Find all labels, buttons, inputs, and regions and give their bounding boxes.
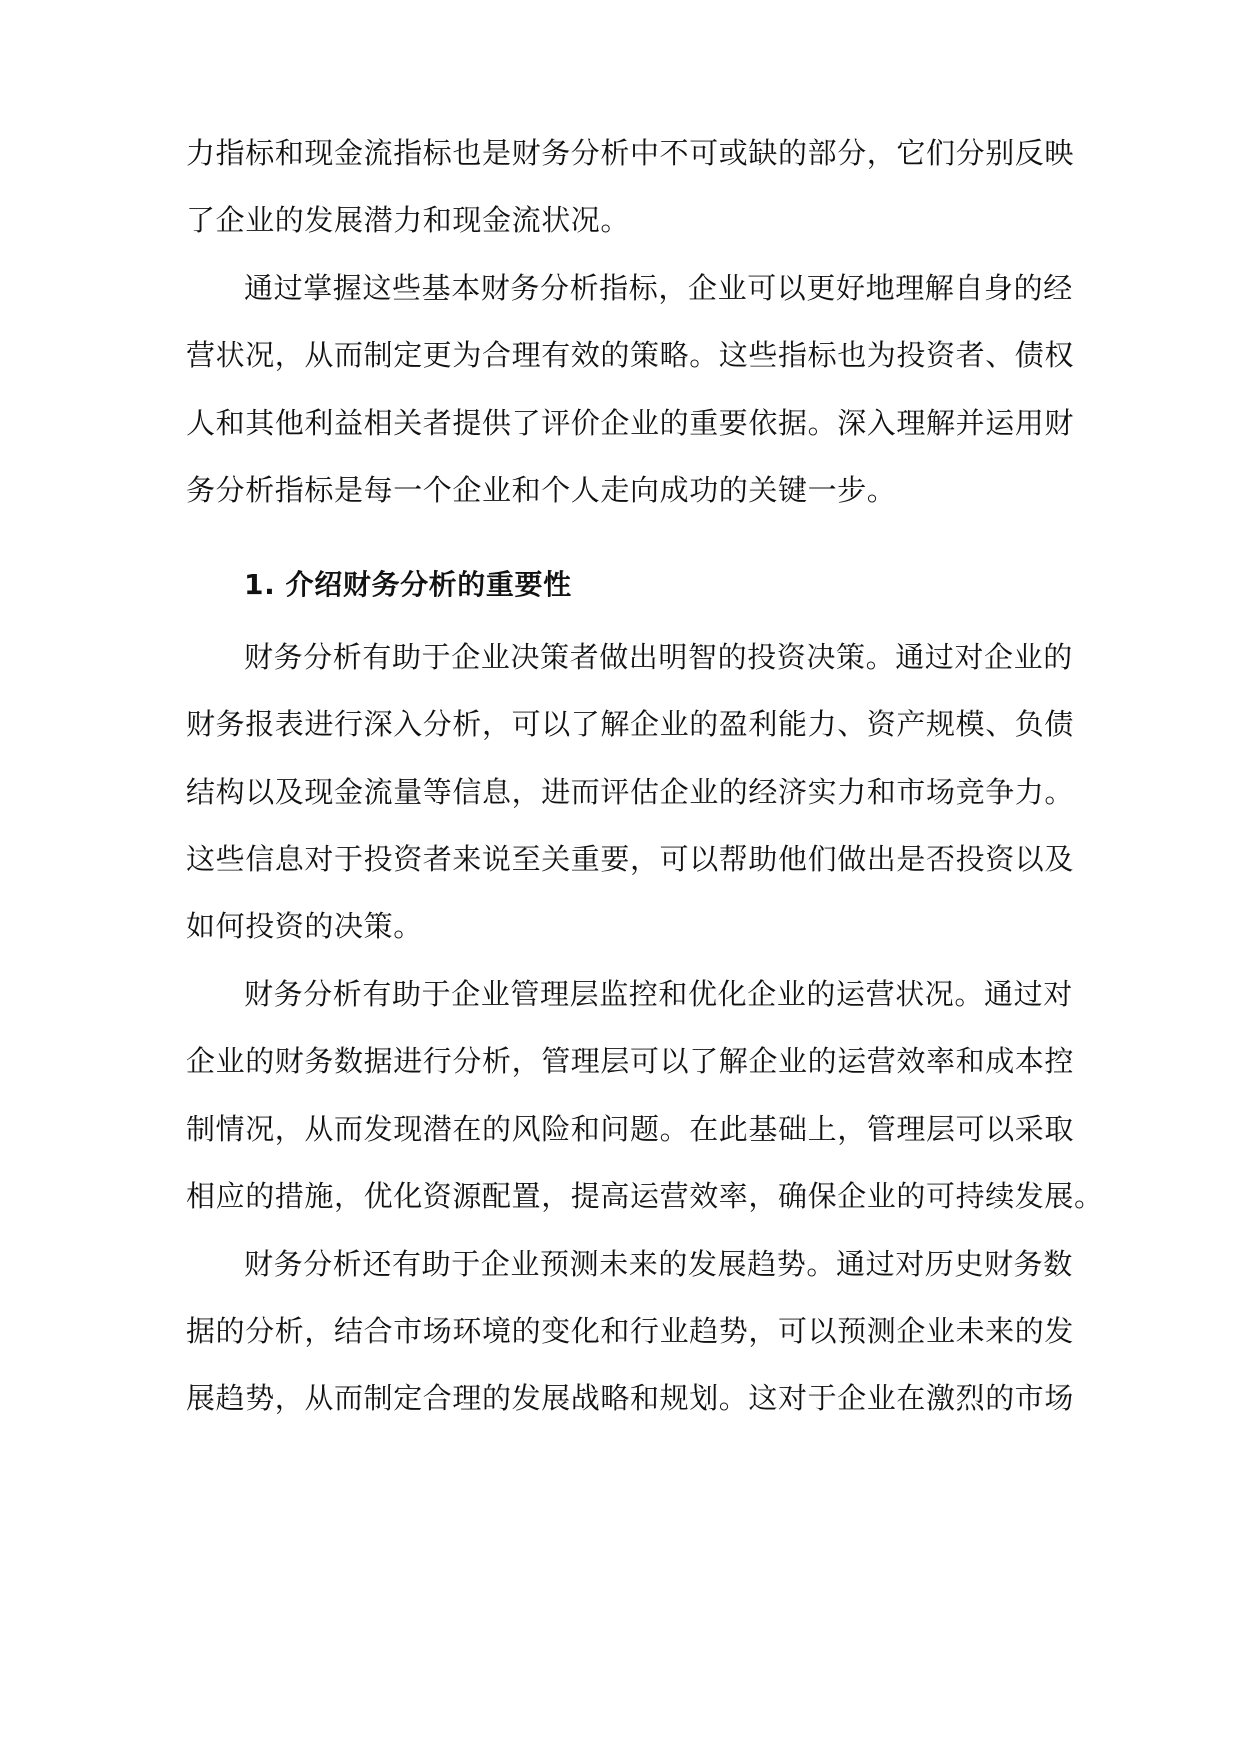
paragraph-line: 结构以及现金流量等信息，进而评估企业的经济实力和市场竞争力。	[186, 775, 1075, 809]
paragraph-line: 财务分析有助于企业管理层监控和优化企业的运营状况。通过对	[244, 977, 1073, 1011]
paragraph-line: 这些信息对于投资者来说至关重要，可以帮助他们做出是否投资以及	[186, 842, 1075, 876]
paragraph-line: 如何投资的决策。	[186, 909, 423, 943]
paragraph-line: 据的分析，结合市场环境的变化和行业趋势，可以预测企业未来的发	[186, 1314, 1075, 1348]
paragraph-line: 企业的财务数据进行分析，管理层可以了解企业的运营效率和成本控	[186, 1044, 1075, 1078]
paragraph-line: 展趋势，从而制定合理的发展战略和规划。这对于企业在激烈的市场	[186, 1381, 1075, 1415]
paragraph-line: 财务分析还有助于企业预测未来的发展趋势。通过对历史财务数	[244, 1247, 1073, 1281]
section-heading: 1. 介绍财务分析的重要性	[244, 568, 572, 601]
paragraph-line: 了企业的发展潜力和现金流状况。	[186, 203, 631, 237]
paragraph-line: 相应的措施，优化资源配置，提高运营效率，确保企业的可持续发展。	[186, 1179, 1104, 1213]
paragraph-line: 力指标和现金流指标也是财务分析中不可或缺的部分，它们分别反映	[186, 136, 1075, 170]
paragraph-line: 务分析指标是每一个企业和个人走向成功的关键一步。	[186, 473, 897, 507]
paragraph-line: 制情况，从而发现潜在的风险和问题。在此基础上，管理层可以采取	[186, 1112, 1075, 1146]
paragraph-line: 通过掌握这些基本财务分析指标，企业可以更好地理解自身的经	[244, 271, 1073, 305]
paragraph-line: 人和其他利益相关者提供了评价企业的重要依据。深入理解并运用财	[186, 406, 1075, 440]
paragraph-line: 营状况，从而制定更为合理有效的策略。这些指标也为投资者、债权	[186, 338, 1075, 372]
paragraph-line: 财务报表进行深入分析，可以了解企业的盈利能力、资产规模、负债	[186, 707, 1075, 741]
paragraph-line: 财务分析有助于企业决策者做出明智的投资决策。通过对企业的	[244, 640, 1073, 674]
